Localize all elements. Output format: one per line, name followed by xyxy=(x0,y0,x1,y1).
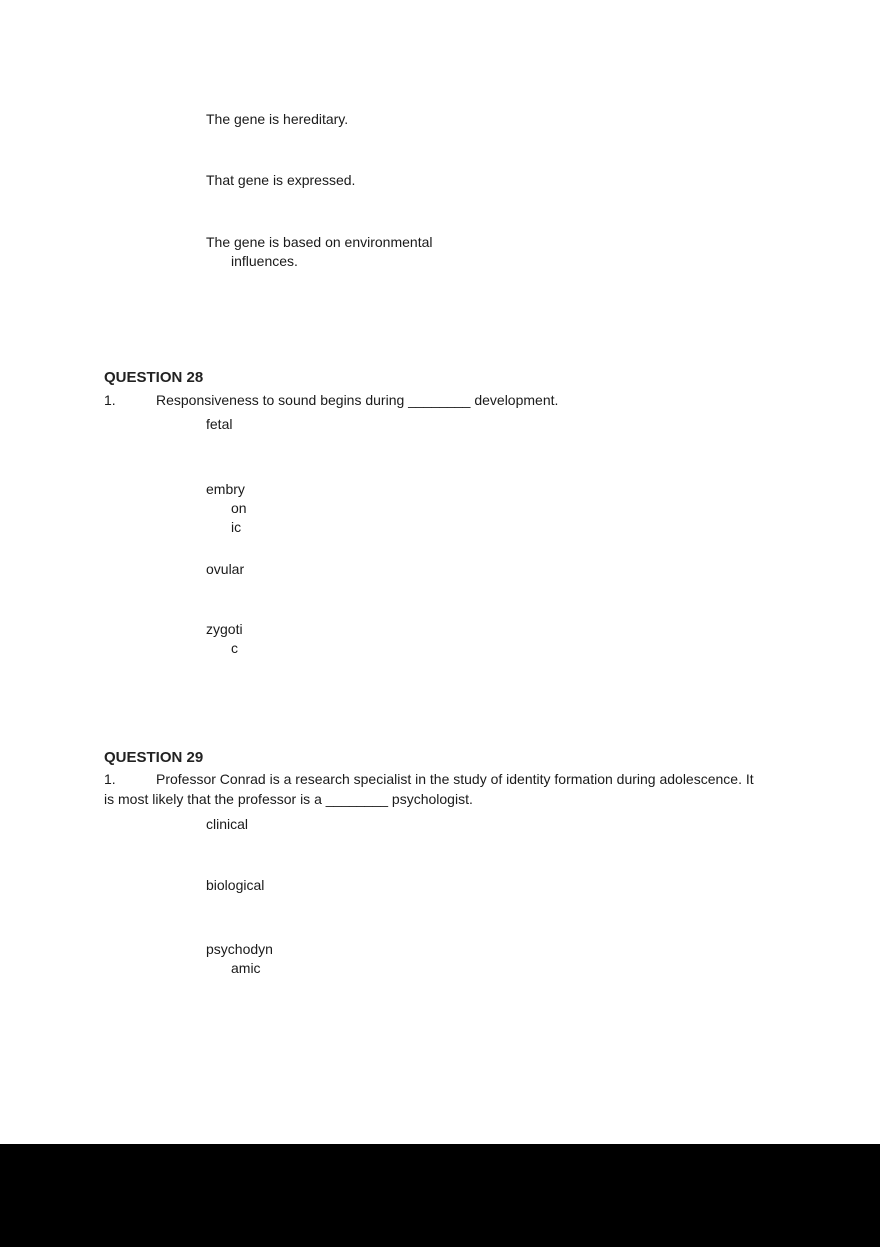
option-text: That gene is expressed. xyxy=(206,172,356,188)
option-text: ovular xyxy=(206,561,245,577)
question-stem: Responsiveness to sound begins during ________ development. xyxy=(156,392,559,408)
option-text: biological xyxy=(206,877,265,893)
footer-bar xyxy=(0,1144,880,1247)
question-28-text xyxy=(104,390,558,410)
option-text: influences. xyxy=(231,253,298,269)
answer-option[interactable] xyxy=(206,620,243,658)
option-text: ic xyxy=(231,519,242,535)
answer-option[interactable] xyxy=(206,480,247,537)
question-number: 1. xyxy=(104,392,116,408)
option-text: embry xyxy=(206,481,245,497)
question-number: 1. xyxy=(104,771,116,787)
option-text: c xyxy=(231,640,238,656)
answer-option[interactable] xyxy=(206,171,355,190)
question-29-heading: QUESTION 29 xyxy=(104,749,204,766)
question-29-text xyxy=(104,769,754,809)
answer-option[interactable] xyxy=(206,110,348,129)
answer-option[interactable] xyxy=(206,940,273,978)
question-stem: Professor Conrad is a research specialist in the study of identity formation during adolescence. It xyxy=(156,771,754,787)
answer-option[interactable] xyxy=(206,233,432,271)
option-text: The gene is hereditary. xyxy=(206,111,349,127)
question-stem: is most likely that the professor is a ________ psychologist. xyxy=(104,791,473,807)
option-text: zygoti xyxy=(206,621,243,637)
answer-option[interactable] xyxy=(206,415,232,434)
option-text: The gene is based on environmental xyxy=(206,234,433,250)
answer-option[interactable] xyxy=(206,815,248,834)
option-text: fetal xyxy=(206,416,233,432)
option-text: on xyxy=(231,500,247,516)
option-text: amic xyxy=(231,960,261,976)
answer-option[interactable] xyxy=(206,876,264,895)
answer-option[interactable] xyxy=(206,560,244,579)
option-text: psychodyn xyxy=(206,941,273,957)
option-text: clinical xyxy=(206,816,249,832)
question-28-heading: QUESTION 28 xyxy=(104,369,204,386)
